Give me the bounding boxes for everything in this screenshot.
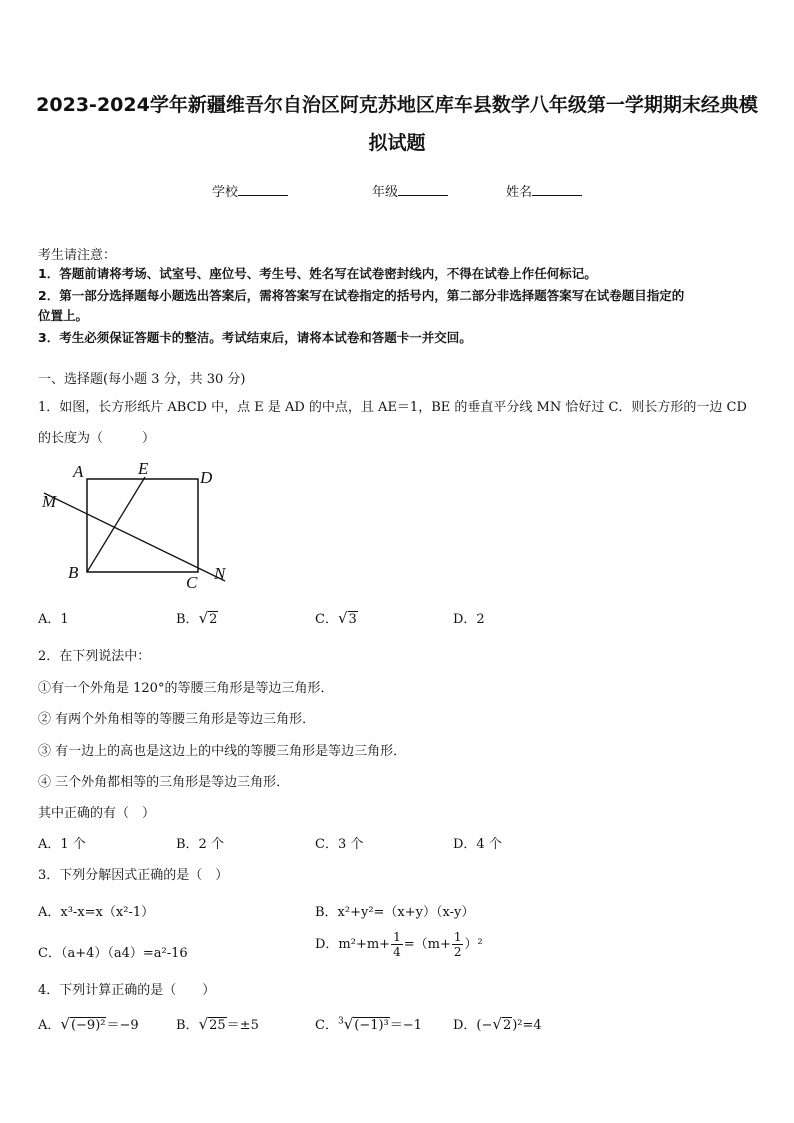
fraction-one-half: [452, 930, 464, 959]
q2-statement-2: ② 有两个外角相等的等腰三角形是等边三角形．: [38, 712, 316, 727]
radicand: 2: [502, 1018, 512, 1033]
cbrt-neg1-cubed: √(−1)³: [343, 1015, 389, 1033]
q1-option-d: D．2: [453, 612, 485, 627]
label-m: M: [42, 492, 57, 511]
radicand: 25: [209, 1018, 226, 1033]
root-index: 3: [337, 1016, 344, 1027]
q4-option-b: [176, 1014, 259, 1033]
q3-option-c: C．（a+4）（a4）=a²-16: [38, 946, 188, 961]
q3-option-d-post: ）²: [464, 937, 483, 952]
label-d: D: [200, 468, 213, 487]
q1-rectangle-figure: [30, 455, 240, 590]
notice-item3: 3．考生必须保证答题卡的整洁。考试结束后，请将本试卷和答题卡一并交回。: [38, 330, 472, 345]
fraction-one-quarter: [391, 930, 403, 959]
grade-blank: [398, 183, 448, 196]
q2-statement-4: ④ 三个外角都相等的三角形是等边三角形．: [38, 775, 290, 790]
name-field: [506, 181, 582, 200]
q2-statement-3: ③ 有一边上的高也是这边上的中线的等腰三角形是等边三角形．: [38, 744, 407, 759]
q4-stem: 4．下列计算正确的是（ ）: [38, 983, 216, 998]
q3-stem: 3．下列分解因式正确的是（ ）: [38, 868, 229, 883]
q4-option-b-tail: ＝±5: [226, 1018, 259, 1033]
label-b: B: [68, 563, 79, 582]
school-label: 学校: [212, 185, 239, 200]
q1-option-a: A．1: [38, 612, 69, 627]
name-label: 姓名: [506, 185, 533, 200]
sqrt-25: √25: [198, 1015, 226, 1033]
sqrt-2-radicand: 2: [209, 612, 218, 627]
q2-option-a: A．1 个: [38, 837, 86, 852]
exam-title-line2: 拟试题: [368, 132, 426, 154]
q4-option-d: [453, 1014, 542, 1033]
q2-question: 其中正确的有（ ）: [38, 806, 156, 821]
school-field: [212, 181, 288, 200]
q4-option-d-tail: )²=4: [512, 1018, 542, 1033]
school-blank: [238, 183, 288, 196]
q1-option-c: [315, 608, 358, 627]
q3-option-d: [315, 930, 483, 959]
q4-option-c: [315, 1014, 422, 1033]
notice-item2b: 位置上。: [38, 308, 89, 323]
sqrt-neg9-squared: √(−9)²: [60, 1015, 106, 1033]
q1-option-b: [176, 608, 218, 627]
q3-option-d-pre: D．m²+m+: [315, 937, 391, 952]
q2-stem: 2．在下列说法中：: [38, 649, 151, 664]
q2-option-d: D．4 个: [453, 837, 502, 852]
q4-option-a-prefix: A．: [38, 1018, 61, 1033]
notice-item2a: 2．第一部分选择题每小题选出答案后，需将答案写在试卷指定的括号内，第二部分非选择题答案写在试卷题目指定的: [38, 288, 685, 303]
sqrt-3: √3: [337, 609, 357, 627]
q2-option-c: C．3 个: [315, 837, 364, 852]
section1-heading: 一、选择题(每小题 3 分，共 30 分): [38, 372, 246, 387]
q1-stem-line2: 的长度为（ ）: [38, 431, 156, 446]
q4-option-a-tail: ＝−9: [106, 1018, 139, 1033]
fraction-numerator: 1: [393, 930, 401, 944]
q1-option-b-prefix: B．: [176, 612, 199, 627]
q4-option-b-prefix: B．: [176, 1018, 199, 1033]
sqrt-2: √2: [198, 609, 218, 627]
fraction-numerator: 1: [453, 930, 462, 944]
q3-option-d-mid: =（m+: [403, 937, 451, 952]
exam-title-line1: 2023-2024学年新疆维吾尔自治区阿克苏地区库车县数学八年级第一学期期末经典模: [36, 94, 758, 116]
rectangle-abcd: [87, 479, 198, 572]
segment-be: [87, 477, 145, 572]
notice-heading: 考生请注意：: [38, 248, 117, 263]
fraction-denominator: 4: [393, 945, 401, 959]
label-a: A: [73, 462, 84, 481]
sqrt-3-radicand: 3: [348, 612, 357, 627]
fraction-denominator: 2: [453, 945, 462, 959]
label-e: E: [138, 459, 149, 478]
q3-option-a: A．x³-x=x（x²-1）: [38, 905, 155, 920]
q1-option-c-prefix: C．: [315, 612, 338, 627]
sqrt-2: √2: [492, 1015, 512, 1033]
q2-option-b: B．2 个: [176, 837, 224, 852]
q2-statement-1: ①有一个外角是 120°的等腰三角形是等边三角形．: [38, 681, 334, 696]
name-blank: [532, 183, 582, 196]
q3-option-b: B．x²+y²=（x+y）（x-y）: [315, 905, 475, 920]
radicand: (−9)²: [70, 1018, 106, 1033]
q4-option-c-tail: ＝−1: [389, 1018, 422, 1033]
label-n: N: [214, 564, 226, 583]
grade-label: 年级: [372, 185, 399, 200]
label-c: C: [186, 573, 198, 590]
notice-item1: 1．答题前请将考场、试室号、座位号、考生号、姓名写在试卷密封线内，不得在试卷上作任何标记。: [38, 266, 597, 281]
q4-option-a: [38, 1014, 139, 1033]
grade-field: [372, 181, 448, 200]
q4-option-c-prefix: C．: [315, 1018, 338, 1033]
q4-option-d-prefix: D．(−: [453, 1018, 493, 1033]
radicand: (−1)³: [354, 1018, 389, 1033]
q1-stem-line1: 1．如图，长方形纸片 ABCD 中，点 E 是 AD 的中点，且 AE＝1，BE 的垂直平分线 MN 恰好过 C．则长方形的一边 CD: [38, 400, 747, 415]
